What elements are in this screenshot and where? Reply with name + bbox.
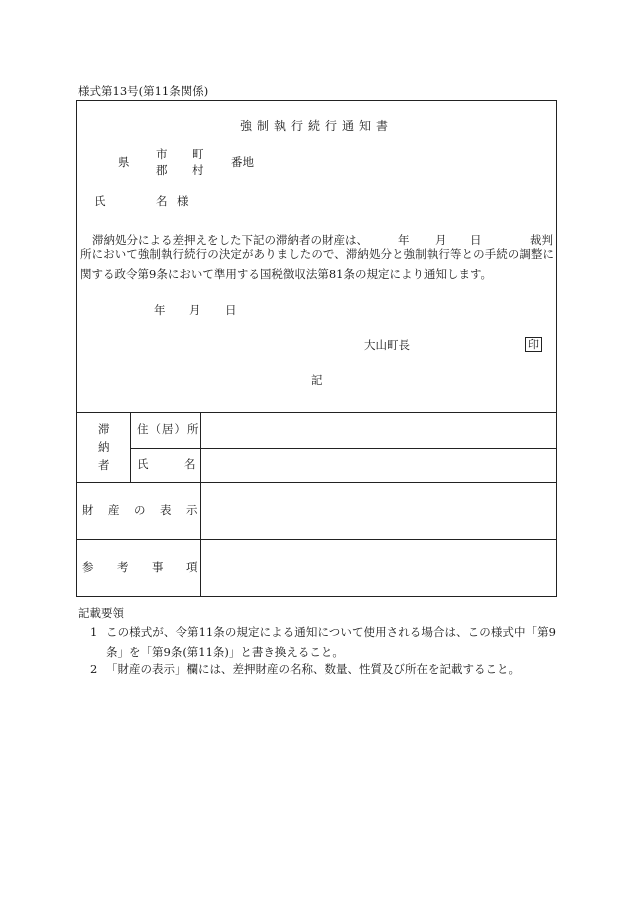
note-1-text: この様式が、令第11条の規定による通知について使用される場合は、この様式中「第9条」を「第9条(第11条)」と書き換えること。 <box>106 625 556 659</box>
note-1-number: 1 <box>90 625 98 639</box>
reference-char-1: 参 <box>82 560 94 574</box>
date-day: 日 <box>225 303 237 317</box>
table-top-rule <box>76 412 557 413</box>
table-rule-property <box>76 482 557 483</box>
property-char-5: 示 <box>186 503 198 517</box>
notes-heading: 記載要領 <box>78 606 124 620</box>
delinquent-char-2: 納 <box>98 440 110 454</box>
address-city: 市 <box>156 147 168 161</box>
delinquent-char-1: 滞 <box>98 422 110 436</box>
body-day: 日 <box>470 233 482 247</box>
issuer-name: 大山町長 <box>364 338 410 352</box>
delinquent-char-3: 者 <box>98 458 110 472</box>
addressee-mei: 名 <box>156 194 168 208</box>
note-2-text: 「財産の表示」欄には、差押財産の名称、数量、性質及び所在を記載すること。 <box>106 662 520 676</box>
address-gun: 郡 <box>156 163 168 177</box>
addressee-shi: 氏 <box>94 194 106 208</box>
date-month: 月 <box>189 303 201 317</box>
address-town: 町 <box>192 147 204 161</box>
ki-heading: 記 <box>311 373 323 387</box>
reference-char-2: 考 <box>117 560 129 574</box>
date-year: 年 <box>154 303 166 317</box>
note-2-number: 2 <box>90 662 98 676</box>
reference-char-3: 事 <box>152 560 164 574</box>
name-label-shi: 氏 <box>137 457 149 471</box>
name-label-mei: 名 <box>184 457 196 471</box>
property-char-3: の <box>134 503 146 517</box>
property-char-2: 産 <box>108 503 120 517</box>
body-rest: 所において強制執行続行の決定がありましたので、滞納処分と強制執行等との手続の調整に関する政令第9条において準用する国税徴収法第81条の規定により通知します。 <box>80 247 554 281</box>
body-line1-a: 滞納処分による差押えをした下記の滞納者の財産は、 <box>92 233 368 247</box>
form-frame <box>76 100 557 597</box>
seal-mark: 印 <box>525 337 542 352</box>
body-line1-b: 裁判 <box>530 233 553 247</box>
document-title: 強制執行続行通知書 <box>240 119 394 133</box>
addressee-sama: 様 <box>177 194 189 208</box>
table-mid-rule <box>130 448 557 449</box>
address-village: 村 <box>192 163 204 177</box>
body-year: 年 <box>398 233 410 247</box>
table-col-rule-1 <box>130 412 131 482</box>
table-rule-reference <box>76 539 557 540</box>
property-char-1: 財 <box>82 503 94 517</box>
address-pref: 県 <box>118 155 130 169</box>
property-char-4: 表 <box>160 503 172 517</box>
reference-char-4: 項 <box>186 560 198 574</box>
table-col-rule-2 <box>200 412 201 597</box>
body-month: 月 <box>435 233 447 247</box>
address-banchi: 番地 <box>231 155 254 169</box>
form-number: 様式第13号(第11条関係) <box>78 84 209 98</box>
address-label: 住（居）所 <box>137 422 200 436</box>
